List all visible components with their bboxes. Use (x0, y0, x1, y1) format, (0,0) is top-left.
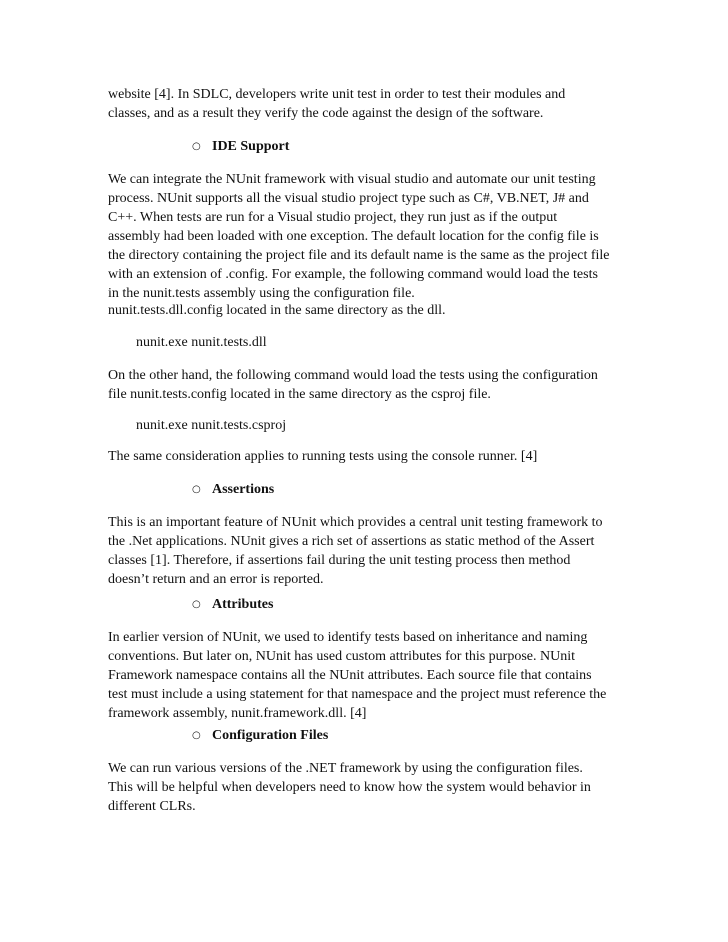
section-heading-text: IDE Support (212, 139, 290, 154)
paragraph-line: the directory containing the project file and its default name is the same as the project file (108, 248, 610, 263)
paragraph-line: classes, and as a result they verify the code against the design of the software. (108, 106, 544, 121)
intro-paragraph (108, 85, 628, 123)
configuration-files-paragraph (108, 759, 628, 816)
paragraph-line: classes [1]. Therefore, if assertions fail during the unit testing process then method (108, 553, 571, 568)
paragraph-line: test must include a using statement for that namespace and the project must reference the (108, 687, 607, 702)
paragraph-line: with an extension of .config. For example, the following command would load the tests (108, 267, 598, 282)
paragraph-line: nunit.tests.dll.config located in the same directory as the dll. (108, 303, 446, 318)
ide-support-paragraph (108, 170, 628, 303)
config-location-paragraph (108, 301, 628, 320)
section-heading-ide-support (192, 137, 289, 156)
paragraph-line: in the nunit.tests assembly using the configuration file. (108, 286, 415, 301)
section-heading-attributes (192, 595, 273, 614)
paragraph-line: We can run various versions of the .NET framework by using the configuration files. (108, 761, 583, 776)
paragraph-line: conventions. But later on, NUnit has used custom attributes for this purpose. NUnit (108, 649, 575, 664)
paragraph-line: This is an important feature of NUnit which provides a central unit testing framework to (108, 515, 603, 530)
assertions-paragraph (108, 513, 628, 589)
paragraph-line: doesn’t return and an error is reported. (108, 572, 324, 587)
other-hand-paragraph (108, 366, 628, 404)
paragraph-line: the .Net applications. NUnit gives a rich set of assertions as static method of the Assert (108, 534, 595, 549)
paragraph-line: This will be helpful when developers need to know how the system would behavior in (108, 780, 591, 795)
hollow-circle-bullet-icon: ○ (192, 730, 201, 741)
section-heading-text: Configuration Files (212, 728, 329, 743)
paragraph-line: website [4]. In SDLC, developers write unit test in order to test their modules and (108, 87, 566, 102)
hollow-circle-bullet-icon: ○ (192, 599, 201, 610)
command-line-csproj: nunit.exe nunit.tests.csproj (136, 418, 287, 433)
command-line-dll: nunit.exe nunit.tests.dll (136, 335, 267, 350)
paragraph-line: file nunit.tests.config located in the same directory as the csproj file. (108, 387, 491, 402)
console-runner-paragraph (108, 447, 628, 466)
paragraph-line: different CLRs. (108, 799, 196, 814)
paragraph-line: process. NUnit supports all the visual studio project type such as C#, VB.NET, J# and (108, 191, 589, 206)
section-heading-text: Attributes (212, 597, 274, 612)
hollow-circle-bullet-icon: ○ (192, 141, 201, 152)
hollow-circle-bullet-icon: ○ (192, 484, 201, 495)
paragraph-line: On the other hand, the following command would load the tests using the configuration (108, 368, 598, 383)
paragraph-line: Framework namespace contains all the NUnit attributes. Each source file that contains (108, 668, 592, 683)
paragraph-line: In earlier version of NUnit, we used to identify tests based on inheritance and naming (108, 630, 588, 645)
paragraph-line: The same consideration applies to running tests using the console runner. [4] (108, 449, 538, 464)
section-heading-text: Assertions (212, 482, 275, 497)
paragraph-line: C++. When tests are run for a Visual studio project, they run just as if the output (108, 210, 558, 225)
section-heading-configuration-files (192, 726, 328, 745)
paragraph-line: assembly had been loaded with one exception. The default location for the config file is (108, 229, 599, 244)
paragraph-line: framework assembly, nunit.framework.dll. [4] (108, 706, 367, 721)
section-heading-assertions (192, 480, 274, 499)
paragraph-line: We can integrate the NUnit framework with visual studio and automate our unit testing (108, 172, 596, 187)
attributes-paragraph (108, 628, 628, 723)
